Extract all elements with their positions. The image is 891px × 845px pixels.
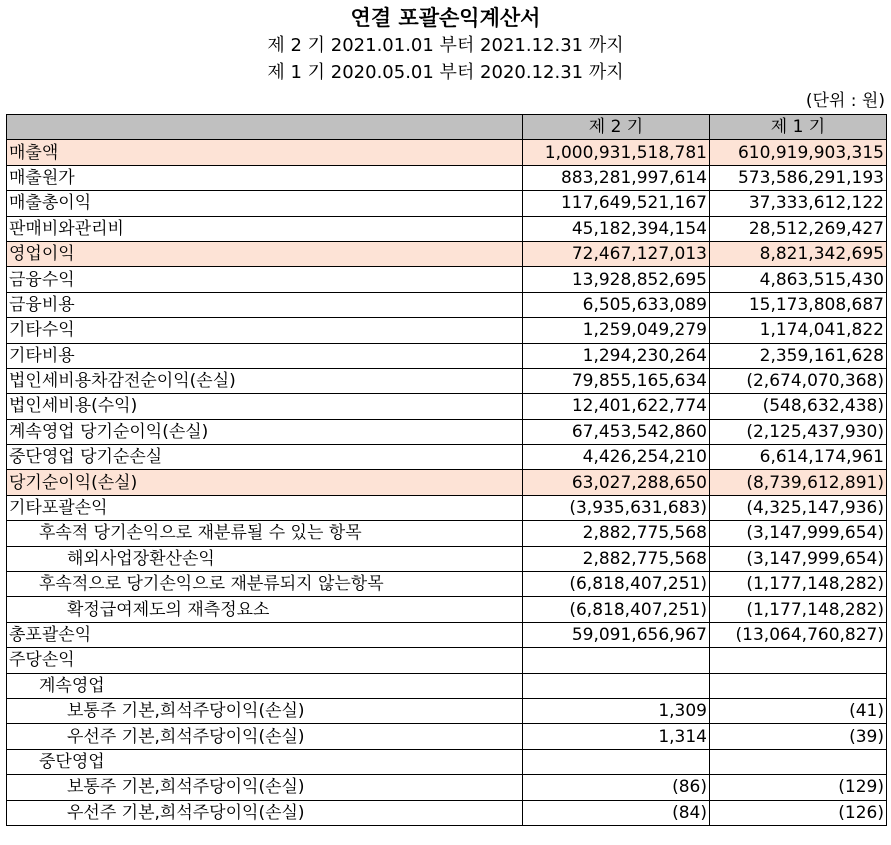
value-period-2: 117,649,521,167 [523, 191, 710, 216]
row-label: 주당손익 [7, 648, 523, 673]
row-label: 후속적 당기손익으로 재분류될 수 있는 항목 [7, 521, 523, 546]
row-label: 중단영업 당기순손실 [7, 445, 523, 470]
table-row [7, 724, 887, 749]
row-label: 법인세비용(수익) [7, 394, 523, 419]
value-period-1: (41) [710, 698, 887, 723]
value-period-2: 1,294,230,264 [523, 343, 710, 368]
value-period-2: 1,259,049,279 [523, 318, 710, 343]
value-period-1: (4,325,147,936) [710, 495, 887, 520]
table-row [7, 216, 887, 241]
value-period-2: 6,505,633,089 [523, 292, 710, 317]
row-label: 계속영업 당기순이익(손실) [7, 419, 523, 444]
table-row [7, 165, 887, 190]
value-period-1: (126) [710, 800, 887, 825]
value-period-2: 45,182,394,154 [523, 216, 710, 241]
row-label: 후속적으로 당기손익으로 재분류되지 않는항목 [7, 572, 523, 597]
unit-label: (단위 : 원) [805, 91, 885, 111]
table-row [7, 445, 887, 470]
value-period-1: 8,821,342,695 [710, 241, 887, 266]
value-period-2: 59,091,656,967 [523, 622, 710, 647]
row-label: 계속영업 [7, 673, 523, 698]
table-row [7, 318, 887, 343]
value-period-2: (6,818,407,251) [523, 572, 710, 597]
value-period-1: 610,919,903,315 [710, 140, 887, 165]
table-row [7, 368, 887, 393]
value-period-2: 2,882,775,568 [523, 521, 710, 546]
row-label: 우선주 기본,희석주당이익(손실) [7, 724, 523, 749]
row-label: 확정급여제도의 재측정요소 [7, 597, 523, 622]
table-row [7, 140, 887, 165]
value-period-1 [710, 673, 887, 698]
period-1-range: 제 1 기 2020.05.01 부터 2020.12.31 까지 [267, 62, 624, 83]
table-row [7, 394, 887, 419]
header-label [7, 115, 523, 140]
header-period-2: 제 2 기 [523, 115, 710, 140]
value-period-2: 79,855,165,634 [523, 368, 710, 393]
table-row [7, 267, 887, 292]
table-row [7, 572, 887, 597]
value-period-1: (2,674,070,368) [710, 368, 887, 393]
value-period-2: 2,882,775,568 [523, 546, 710, 571]
table-row [7, 673, 887, 698]
row-label: 우선주 기본,희석주당이익(손실) [7, 800, 523, 825]
table-row [7, 470, 887, 495]
value-period-2: 67,453,542,860 [523, 419, 710, 444]
table-row [7, 191, 887, 216]
table-row [7, 292, 887, 317]
row-label: 기타비용 [7, 343, 523, 368]
row-label: 당기순이익(손실) [7, 470, 523, 495]
value-period-1: (129) [710, 775, 887, 800]
value-period-1: 28,512,269,427 [710, 216, 887, 241]
value-period-2: 1,314 [523, 724, 710, 749]
value-period-1: 2,359,161,628 [710, 343, 887, 368]
value-period-2 [523, 648, 710, 673]
value-period-2: 63,027,288,650 [523, 470, 710, 495]
value-period-1: (3,147,999,654) [710, 546, 887, 571]
value-period-1: (2,125,437,930) [710, 419, 887, 444]
row-label: 영업이익 [7, 241, 523, 266]
row-label: 중단영업 [7, 749, 523, 774]
value-period-1: 1,174,041,822 [710, 318, 887, 343]
header-period-1: 제 1 기 [710, 115, 887, 140]
table-row [7, 495, 887, 520]
row-label: 보통주 기본,희석주당이익(손실) [7, 775, 523, 800]
table-row [7, 521, 887, 546]
value-period-1: (3,147,999,654) [710, 521, 887, 546]
value-period-1: 15,173,808,687 [710, 292, 887, 317]
value-period-2: (6,818,407,251) [523, 597, 710, 622]
value-period-1: (39) [710, 724, 887, 749]
row-label: 보통주 기본,희석주당이익(손실) [7, 698, 523, 723]
row-label: 기타포괄손익 [7, 495, 523, 520]
value-period-2 [523, 749, 710, 774]
income-statement-table [6, 114, 887, 826]
value-period-1: 37,333,612,122 [710, 191, 887, 216]
row-label: 판매비와관리비 [7, 216, 523, 241]
row-label: 매출원가 [7, 165, 523, 190]
value-period-1 [710, 749, 887, 774]
period-2-range: 제 2 기 2021.01.01 부터 2021.12.31 까지 [267, 35, 624, 56]
row-label: 금융비용 [7, 292, 523, 317]
value-period-2: 12,401,622,774 [523, 394, 710, 419]
row-label: 기타수익 [7, 318, 523, 343]
value-period-1: 573,586,291,193 [710, 165, 887, 190]
value-period-1: 6,614,174,961 [710, 445, 887, 470]
value-period-2: 1,309 [523, 698, 710, 723]
value-period-1: (1,177,148,282) [710, 597, 887, 622]
value-period-1: (548,632,438) [710, 394, 887, 419]
table-row [7, 597, 887, 622]
value-period-2: (3,935,631,683) [523, 495, 710, 520]
table-row [7, 775, 887, 800]
table-row [7, 343, 887, 368]
row-label: 금융수익 [7, 267, 523, 292]
row-label: 매출총이익 [7, 191, 523, 216]
table-row [7, 749, 887, 774]
table-row [7, 622, 887, 647]
row-label: 총포괄손익 [7, 622, 523, 647]
row-label: 해외사업장환산손익 [7, 546, 523, 571]
value-period-2: (84) [523, 800, 710, 825]
value-period-2: 13,928,852,695 [523, 267, 710, 292]
value-period-1: 4,863,515,430 [710, 267, 887, 292]
value-period-2: 1,000,931,518,781 [523, 140, 710, 165]
table-row [7, 419, 887, 444]
value-period-2 [523, 673, 710, 698]
value-period-2: (86) [523, 775, 710, 800]
value-period-1: (13,064,760,827) [710, 622, 887, 647]
value-period-2: 883,281,997,614 [523, 165, 710, 190]
table-row [7, 698, 887, 723]
value-period-1: (1,177,148,282) [710, 572, 887, 597]
value-period-1 [710, 648, 887, 673]
value-period-2: 72,467,127,013 [523, 241, 710, 266]
value-period-2: 4,426,254,210 [523, 445, 710, 470]
row-label: 매출액 [7, 140, 523, 165]
table-row [7, 648, 887, 673]
table-row [7, 241, 887, 266]
table-row [7, 546, 887, 571]
table-header-row [7, 115, 887, 140]
table-row [7, 800, 887, 825]
document-title: 연결 포괄손익계산서 [350, 6, 541, 30]
value-period-1: (8,739,612,891) [710, 470, 887, 495]
row-label: 법인세비용차감전순이익(손실) [7, 368, 523, 393]
